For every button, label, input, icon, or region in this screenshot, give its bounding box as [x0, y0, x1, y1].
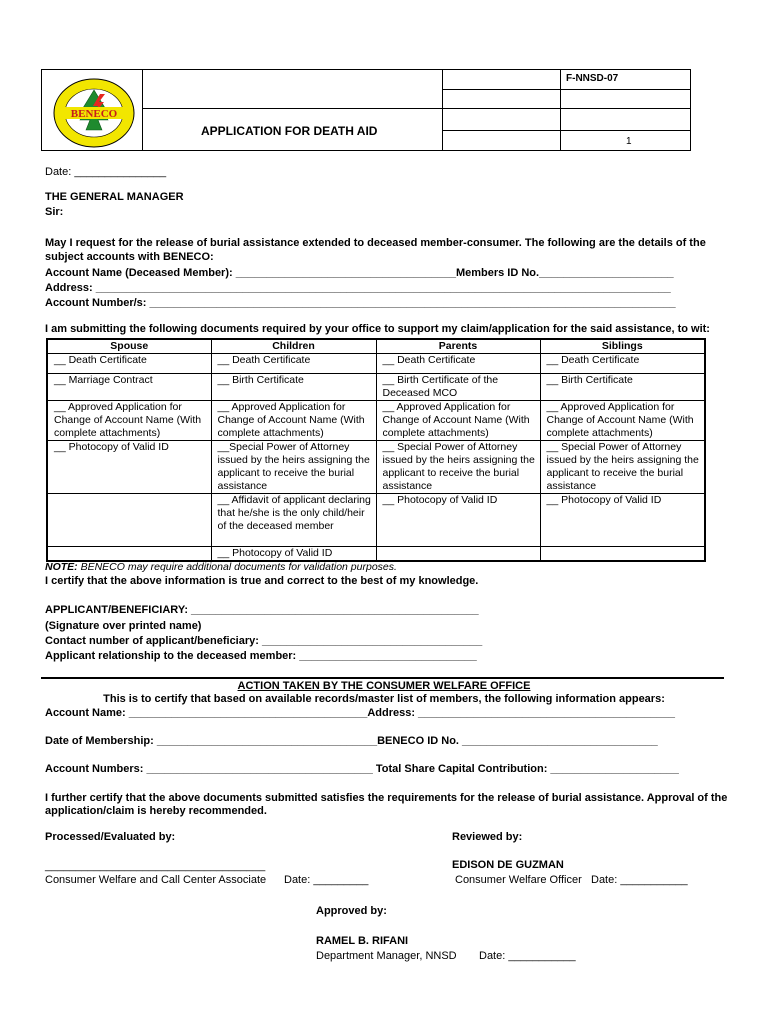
header-divider: [560, 70, 561, 150]
table-cell: __ Birth Certificate: [211, 374, 376, 401]
table-cell: __Special Power of Attorney issued by the heirs assigning the applicant to receive the burial assistance: [211, 441, 376, 494]
note-label: NOTE:: [45, 561, 78, 573]
account-name-line: Account Name (Deceased Member): ____________________________________Members ID No.______________________: [45, 267, 674, 279]
further-certify-line-2: application/claim is hereby recommended.: [45, 805, 267, 817]
account-numbers-line: Account Numbers: _____________________________________ Total Share Capital Contribution: _____________________: [45, 763, 679, 775]
header-divider: [442, 108, 690, 109]
reviewed-label: Reviewed by:: [452, 831, 523, 843]
office-heading: ACTION TAKEN BY THE CONSUMER WELFARE OFFICE: [237, 680, 531, 692]
office-account-name-line: Account Name: _______________________________________Address: __________________________________________: [45, 707, 676, 719]
note-text: BENECO may require additional documents for validation purposes.: [77, 561, 397, 573]
documents-table: [46, 338, 706, 562]
form-code: F-NNSD-07: [566, 73, 619, 84]
table-header-row: [47, 339, 705, 354]
column-header-siblings: Siblings: [540, 339, 705, 354]
address-line: Address: ______________________________________________________________________________________________: [45, 282, 671, 294]
table-row: [47, 547, 705, 562]
processed-title: Consumer Welfare and Call Center Associate: [45, 874, 267, 886]
table-cell: [376, 547, 540, 562]
account-number-line: Account Number/s: ______________________________________________________________________________________: [45, 297, 676, 309]
membership-line: Date of Membership: ____________________________________BENECO ID No. ________________________________: [45, 735, 658, 747]
note: [45, 561, 397, 573]
signature-note: (Signature over printed name): [45, 620, 202, 632]
page-number: 1: [626, 136, 632, 147]
header-divider: [442, 70, 443, 150]
table-cell: __ Special Power of Attorney issued by the heirs assigning the applicant to receive the burial assistance: [376, 441, 540, 494]
table-cell: __ Death Certificate: [540, 354, 705, 374]
column-header-parents: Parents: [376, 339, 540, 354]
column-header-children: Children: [211, 339, 376, 354]
contact-line: Contact number of applicant/beneficiary: ____________________________________: [45, 635, 483, 647]
header-divider: [142, 70, 143, 150]
table-cell: __ Birth Certificate: [540, 374, 705, 401]
table-row: [47, 374, 705, 401]
table-cell: __ Birth Certificate of the Deceased MCO: [376, 374, 540, 401]
reviewed-date: Date: ___________: [591, 874, 688, 886]
processed-signature-blank: ____________________________________: [45, 860, 266, 872]
submitting-line: I am submitting the following documents required by your office to support my claim/application for the said assistance, to wit:: [45, 323, 710, 335]
relationship-line: Applicant relationship to the deceased member: _____________________________: [45, 650, 477, 662]
approved-name: RAMEL B. RIFANI: [316, 935, 409, 947]
reviewed-name: EDISON DE GUZMAN: [452, 859, 564, 871]
request-line-1: May I request for the release of burial assistance extended to deceased member-consumer. The following are the details of the: [45, 237, 706, 249]
header-divider: [142, 108, 442, 109]
header-divider: [442, 130, 690, 131]
column-header-spouse: Spouse: [47, 339, 211, 354]
approved-label: Approved by:: [316, 905, 387, 917]
table-cell: [47, 494, 211, 547]
table-row: [47, 354, 705, 374]
table-cell: __ Approved Application for Change of Account Name (With complete attachments): [47, 401, 211, 441]
date-line: Date: _______________: [45, 166, 167, 178]
table-cell: __ Affidavit of applicant declaring that he/she is the only child/heir of the deceased member: [211, 494, 376, 547]
processed-date: Date: _________: [284, 874, 369, 886]
table-cell: __ Photocopy of Valid ID: [211, 547, 376, 562]
table-cell: [47, 547, 211, 562]
form-header: [41, 69, 691, 151]
certify-line: I certify that the above information is true and correct to the best of my knowledge.: [45, 575, 479, 587]
table-cell: __ Approved Application for Change of Account Name (With complete attachments): [540, 401, 705, 441]
applicant-line: APPLICANT/BENEFICIARY: _______________________________________________: [45, 604, 479, 616]
reviewed-title: Consumer Welfare Officer: [455, 874, 582, 886]
table-cell: __ Marriage Contract: [47, 374, 211, 401]
request-line-2: subject accounts with BENECO:: [45, 251, 214, 263]
table-cell: __ Photocopy of Valid ID: [540, 494, 705, 547]
table-cell: __ Death Certificate: [211, 354, 376, 374]
table-cell: __ Photocopy of Valid ID: [376, 494, 540, 547]
further-certify-line-1: I further certify that the above documents submitted satisfies the requirements for the release of burial assistance. Approval of the: [45, 792, 728, 804]
table-cell: __ Death Certificate: [47, 354, 211, 374]
form-title: APPLICATION FOR DEATH AID: [201, 124, 378, 138]
table-cell: __ Special Power of Attorney issued by the heirs assigning the applicant to receive the burial assistance: [540, 441, 705, 494]
table-cell: [540, 547, 705, 562]
table-cell: __ Approved Application for Change of Account Name (With complete attachments): [211, 401, 376, 441]
table-row: [47, 441, 705, 494]
beneco-logo: [50, 74, 138, 148]
table-row: [47, 494, 705, 547]
processed-label: Processed/Evaluated by:: [45, 831, 176, 843]
header-divider: [442, 89, 690, 90]
table-cell: __ Approved Application for Change of Account Name (With complete attachments): [376, 401, 540, 441]
office-certify-line: This is to certify that based on available records/master list of members, the following information appears:: [103, 693, 665, 705]
table-cell: __ Death Certificate: [376, 354, 540, 374]
table-row: [47, 401, 705, 441]
approved-title: Department Manager, NNSD: [316, 950, 457, 962]
section-divider: [41, 677, 724, 679]
salutation: Sir:: [45, 206, 64, 218]
logo-text: BENECO: [70, 108, 118, 120]
approved-date: Date: ___________: [479, 950, 576, 962]
addressee: THE GENERAL MANAGER: [45, 191, 184, 203]
table-cell: __ Photocopy of Valid ID: [47, 441, 211, 494]
